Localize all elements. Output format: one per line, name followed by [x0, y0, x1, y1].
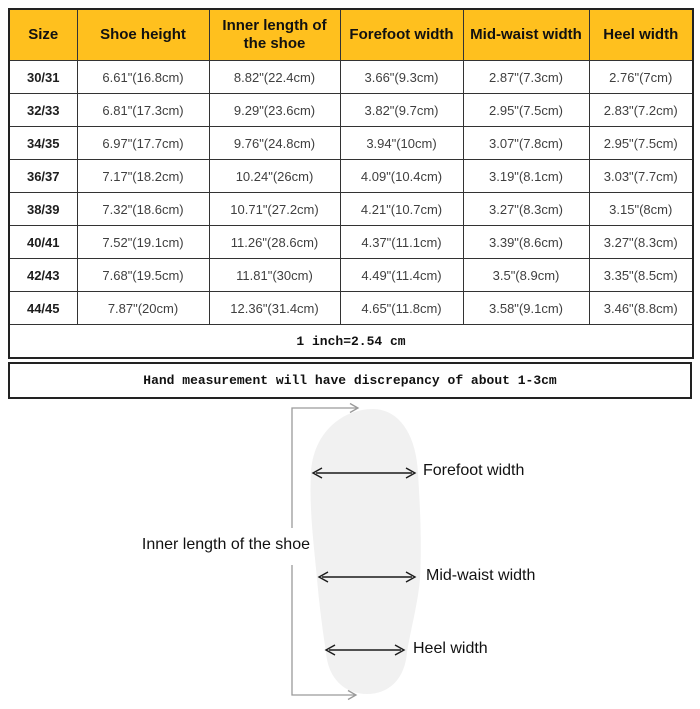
cell-size: 30/31 — [9, 61, 77, 94]
cell-shoe-height: 7.87"(20cm) — [77, 292, 209, 325]
cell-heel-width: 3.46"(8.8cm) — [589, 292, 693, 325]
cell-mid-waist-width: 3.07"(7.8cm) — [463, 127, 589, 160]
cell-inner-length: 11.26"(28.6cm) — [209, 226, 340, 259]
cell-heel-width: 3.03"(7.7cm) — [589, 160, 693, 193]
table-row — [9, 94, 693, 127]
cell-forefoot-width: 4.49"(11.4cm) — [340, 259, 463, 292]
table-row — [9, 226, 693, 259]
cell-size: 38/39 — [9, 193, 77, 226]
cell-mid-waist-width: 2.87"(7.3cm) — [463, 61, 589, 94]
cell-mid-waist-width: 2.95"(7.5cm) — [463, 94, 589, 127]
cell-size: 36/37 — [9, 160, 77, 193]
cell-shoe-height: 7.32"(18.6cm) — [77, 193, 209, 226]
cell-heel-width: 2.95"(7.5cm) — [589, 127, 693, 160]
mid-waist-width-label: Mid-waist width — [426, 567, 536, 584]
cell-mid-waist-width: 3.39"(8.6cm) — [463, 226, 589, 259]
measurement-note: Hand measurement will have discrepancy of about 1-3cm — [143, 373, 557, 388]
cell-size: 40/41 — [9, 226, 77, 259]
header-heel-width: Heel width — [589, 9, 693, 61]
header-size: Size — [9, 9, 77, 61]
cell-heel-width: 2.76"(7cm) — [589, 61, 693, 94]
inner-length-label: Inner length of the shoe — [141, 536, 310, 553]
measurement-note-box — [8, 362, 692, 399]
cell-inner-length: 9.76"(24.8cm) — [209, 127, 340, 160]
cell-mid-waist-width: 3.5"(8.9cm) — [463, 259, 589, 292]
heel-width-label: Heel width — [413, 640, 488, 657]
cell-forefoot-width: 3.94"(10cm) — [340, 127, 463, 160]
cell-forefoot-width: 3.66"(9.3cm) — [340, 61, 463, 94]
cell-shoe-height: 7.52"(19.1cm) — [77, 226, 209, 259]
cell-heel-width: 3.15"(8cm) — [589, 193, 693, 226]
cell-mid-waist-width: 3.19"(8.1cm) — [463, 160, 589, 193]
cell-shoe-height: 6.81"(17.3cm) — [77, 94, 209, 127]
cell-size: 44/45 — [9, 292, 77, 325]
shoe-measurement-diagram — [0, 399, 700, 709]
table-row — [9, 193, 693, 226]
cell-shoe-height: 7.17"(18.2cm) — [77, 160, 209, 193]
table-row — [9, 160, 693, 193]
conversion-note-row — [9, 325, 693, 359]
cell-size: 32/33 — [9, 94, 77, 127]
header-mid-waist-width: Mid-waist width — [463, 9, 589, 61]
cell-mid-waist-width: 3.27"(8.3cm) — [463, 193, 589, 226]
header-forefoot-width: Forefoot width — [340, 9, 463, 61]
forefoot-width-label: Forefoot width — [423, 462, 525, 479]
cell-forefoot-width: 3.82"(9.7cm) — [340, 94, 463, 127]
conversion-note: 1 inch=2.54 cm — [9, 325, 693, 359]
table-header-row — [9, 9, 693, 61]
cell-mid-waist-width: 3.58"(9.1cm) — [463, 292, 589, 325]
cell-forefoot-width: 4.09"(10.4cm) — [340, 160, 463, 193]
cell-heel-width: 3.35"(8.5cm) — [589, 259, 693, 292]
cell-inner-length: 8.82"(22.4cm) — [209, 61, 340, 94]
cell-shoe-height: 6.97"(17.7cm) — [77, 127, 209, 160]
table-row — [9, 292, 693, 325]
cell-heel-width: 3.27"(8.3cm) — [589, 226, 693, 259]
cell-heel-width: 2.83"(7.2cm) — [589, 94, 693, 127]
cell-inner-length: 9.29"(23.6cm) — [209, 94, 340, 127]
cell-shoe-height: 7.68"(19.5cm) — [77, 259, 209, 292]
cell-forefoot-width: 4.21"(10.7cm) — [340, 193, 463, 226]
shoe-size-table — [8, 8, 694, 359]
cell-shoe-height: 6.61"(16.8cm) — [77, 61, 209, 94]
cell-inner-length: 10.71"(27.2cm) — [209, 193, 340, 226]
insole-diagram-graphic — [0, 399, 700, 709]
cell-inner-length: 11.81"(30cm) — [209, 259, 340, 292]
cell-forefoot-width: 4.37"(11.1cm) — [340, 226, 463, 259]
cell-inner-length: 12.36"(31.4cm) — [209, 292, 340, 325]
header-inner-length: Inner length of the shoe — [209, 9, 340, 61]
cell-size: 34/35 — [9, 127, 77, 160]
cell-forefoot-width: 4.65"(11.8cm) — [340, 292, 463, 325]
header-shoe-height: Shoe height — [77, 9, 209, 61]
cell-size: 42/43 — [9, 259, 77, 292]
cell-inner-length: 10.24"(26cm) — [209, 160, 340, 193]
table-row — [9, 127, 693, 160]
table-row — [9, 61, 693, 94]
table-row — [9, 259, 693, 292]
